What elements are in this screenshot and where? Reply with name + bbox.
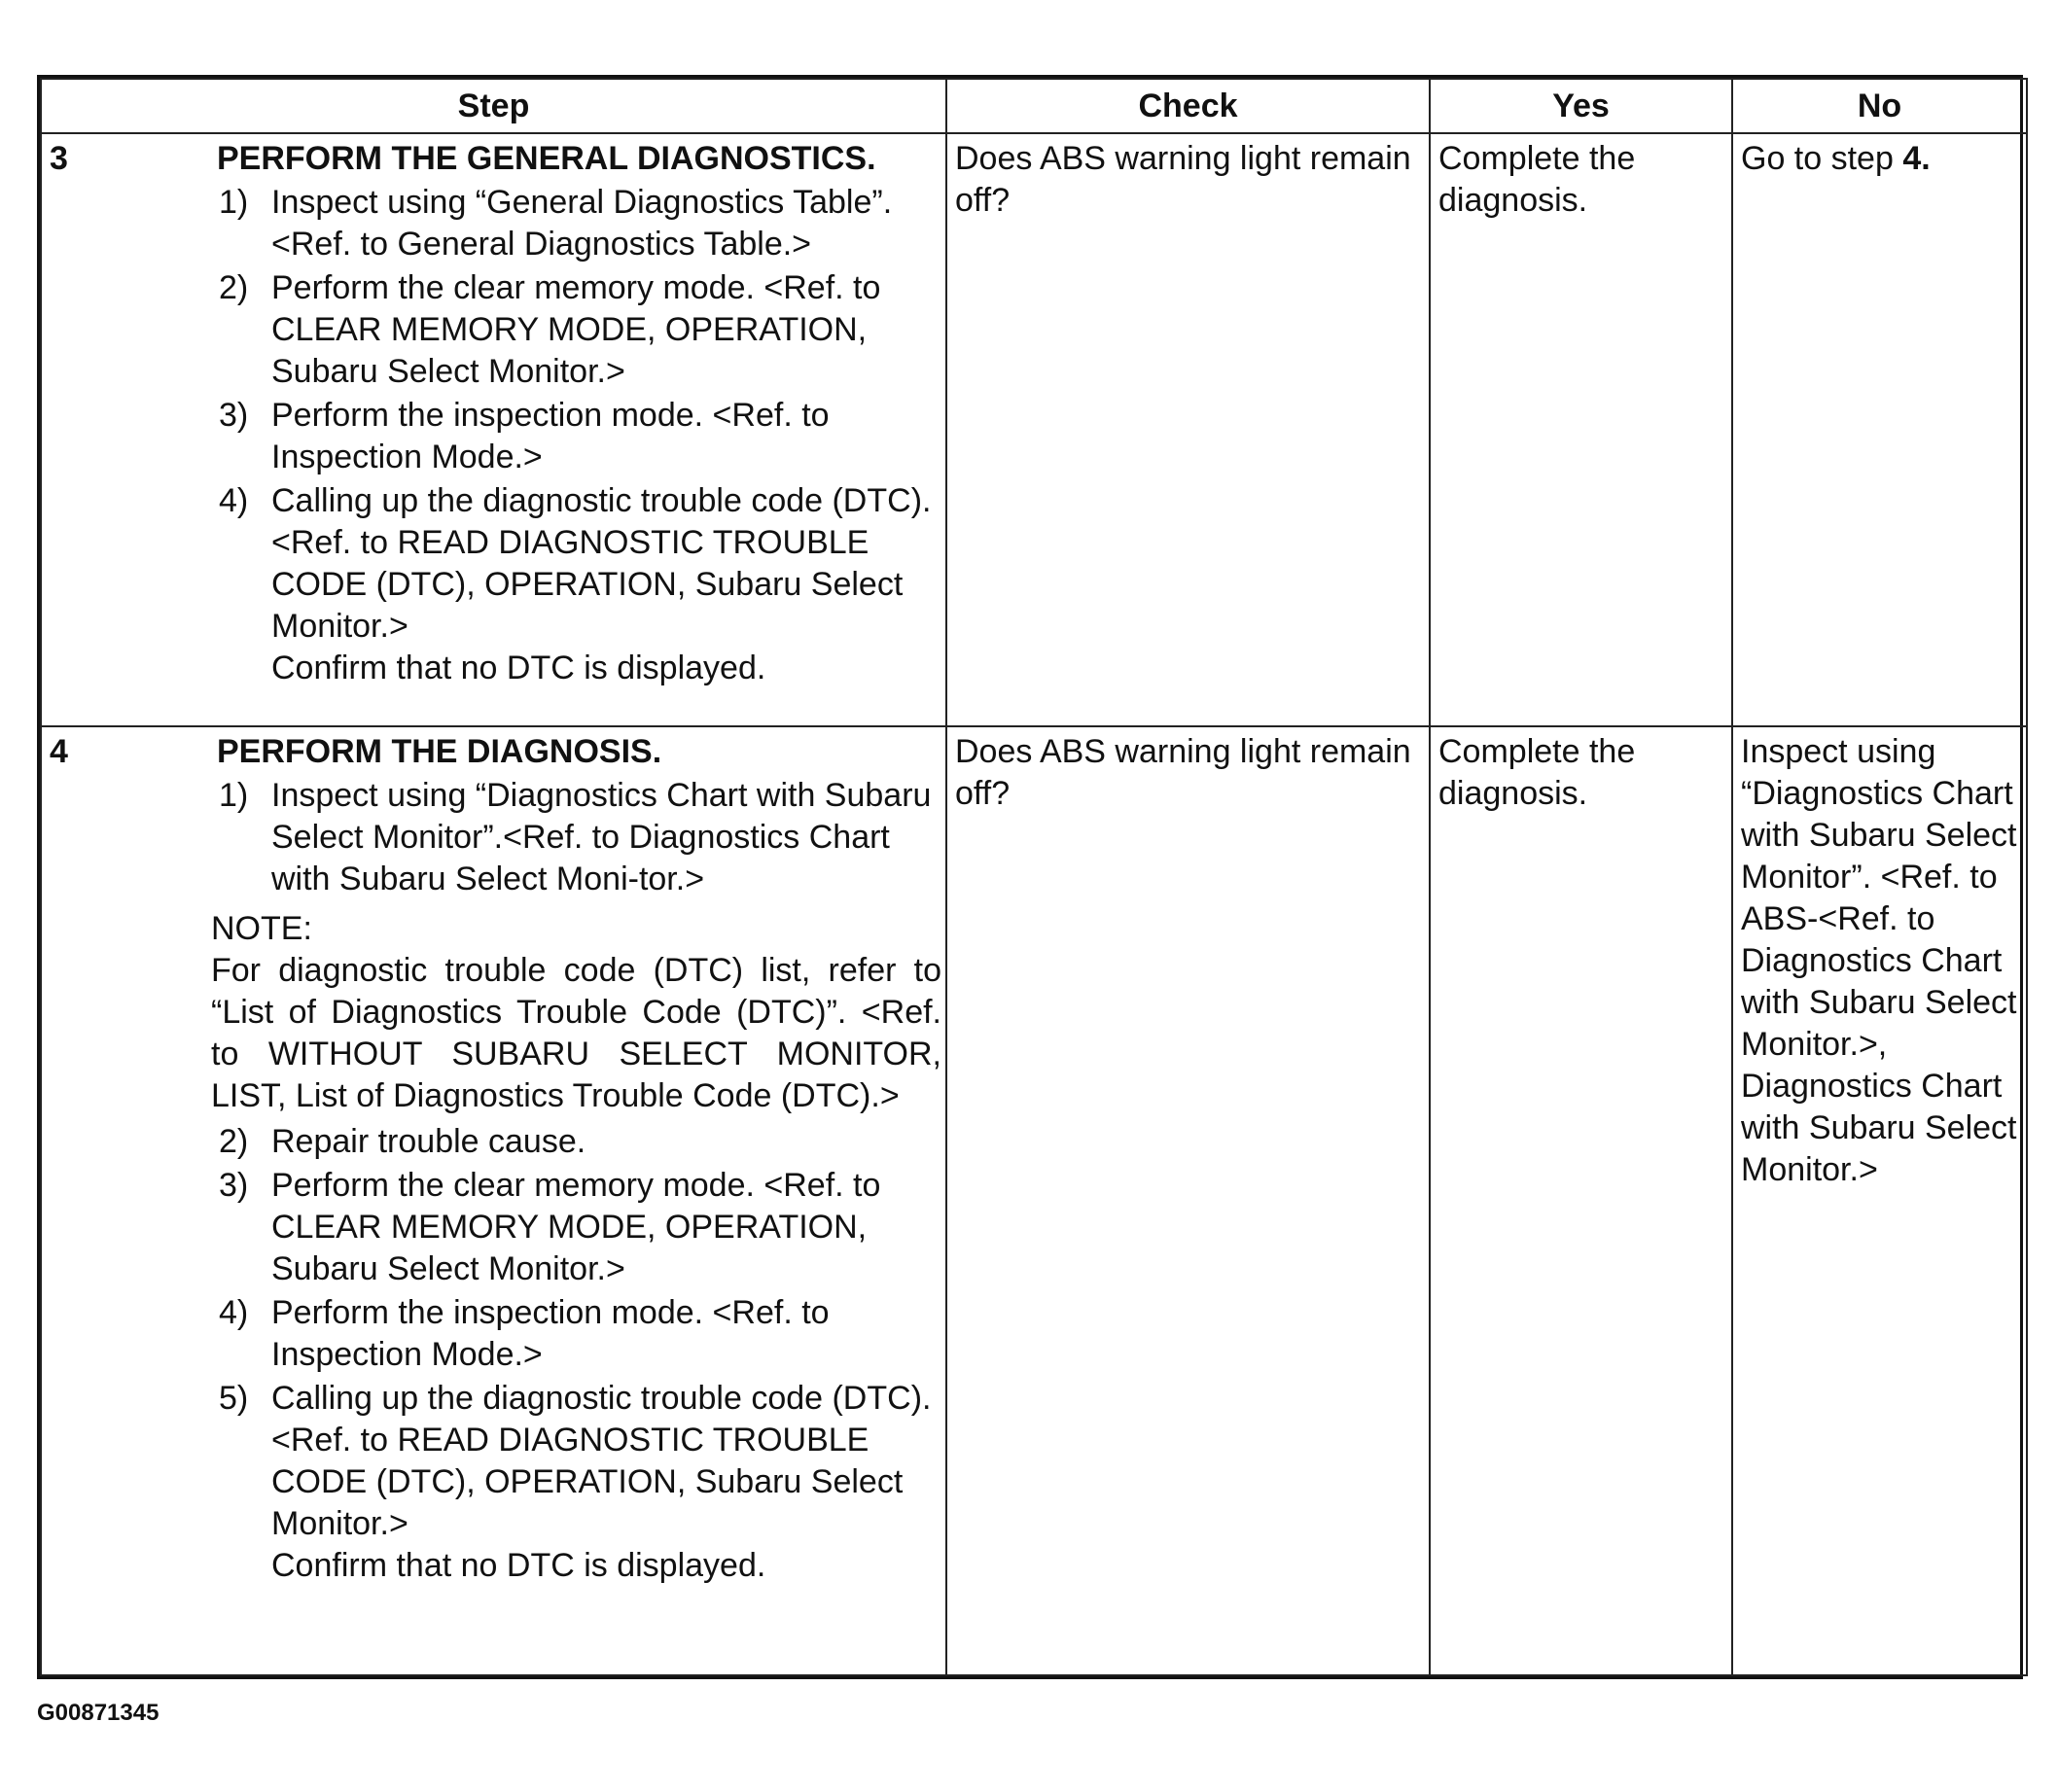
table-row-step-3 [41, 133, 2027, 726]
step-title: PERFORM THE GENERAL DIAGNOSTICS. [217, 140, 876, 177]
list-item [217, 182, 941, 265]
header-no: No [1732, 79, 2027, 133]
step-items [217, 182, 941, 689]
no-text-prefix: Go to step [1741, 140, 1903, 177]
list-item [217, 1165, 941, 1290]
diagnostic-table [40, 78, 2028, 1676]
no-cell: Inspect using “Diagnostics Chart with Subaru Select Monitor”. <Ref. to ABS-<Ref. to Diagnostics Chart with Subaru Select Monitor.>, Diagnostics Chart with Subaru Select Monitor.> [1732, 726, 2027, 1675]
step-title: PERFORM THE DIAGNOSIS. [217, 733, 662, 770]
check-cell: Does ABS warning light remain off? [946, 726, 1430, 1675]
item-number: 4) [219, 482, 249, 519]
item-text: Calling up the diagnostic trouble code (DTC). <Ref. to READ DIAGNOSTIC TROUBLE CODE (DTC), OPERATION, Subaru Select Monitor.> [271, 1380, 932, 1542]
step-body [211, 727, 945, 1591]
list-item [217, 1292, 941, 1376]
no-step-number: 4 [1902, 140, 1922, 177]
item-text: Perform the clear memory mode. <Ref. to CLEAR MEMORY MODE, OPERATION, Subaru Select Monitor.> [271, 269, 881, 390]
item-text: Perform the clear memory mode. <Ref. to CLEAR MEMORY MODE, OPERATION, Subaru Select Monitor.> [271, 1167, 881, 1287]
item-number: 1) [219, 184, 249, 221]
step-cell [41, 133, 946, 726]
list-item [217, 1378, 941, 1587]
item-text: Calling up the diagnostic trouble code (DTC). <Ref. to READ DIAGNOSTIC TROUBLE CODE (DTC), OPERATION, Subaru Select Monitor.> [271, 482, 932, 645]
item-text-block [271, 1378, 941, 1587]
list-item [217, 775, 941, 900]
note-block [211, 908, 941, 1117]
list-item [217, 395, 941, 478]
no-cell [1732, 133, 2027, 726]
yes-cell: Complete the diagnosis. [1430, 133, 1732, 726]
step-number: 3 [50, 140, 68, 177]
note-text: For diagnostic trouble code (DTC) list, refer to “List of Diagnostics Trouble Code (DTC)”. <Ref. to WITHOUT SUBARU SELECT MONITOR, LIST, List of Diagnostics Trouble Code (DTC).> [211, 952, 941, 1114]
step-items [217, 775, 941, 900]
figure-id: G00871345 [37, 1700, 160, 1726]
item-number: 3) [219, 397, 249, 434]
item-text: Perform the inspection mode. <Ref. to Inspection Mode.> [271, 397, 830, 475]
step-cell [41, 726, 946, 1675]
no-text-suffix: . [1921, 140, 1931, 177]
header-yes: Yes [1430, 79, 1732, 133]
item-number: 3) [219, 1167, 249, 1204]
table-row-step-4 [41, 726, 2027, 1675]
list-item [217, 480, 941, 689]
list-item [217, 1121, 941, 1163]
header-step: Step [41, 79, 946, 133]
list-item [217, 267, 941, 393]
note-label: NOTE: [211, 910, 312, 947]
item-number: 5) [219, 1380, 249, 1417]
item-text: Inspect using “Diagnostics Chart with Subaru Select Monitor”.<Ref. to Diagnostics Chart with Subaru Select Moni-tor.> [271, 777, 932, 897]
item-text: Repair trouble cause. [271, 1123, 586, 1160]
diagnostic-table-frame [37, 75, 2023, 1679]
item-number: 4) [219, 1294, 249, 1331]
step-number: 4 [50, 733, 68, 770]
item-text: Inspect using “General Diagnostics Table”. <Ref. to General Diagnostics Table.> [271, 184, 893, 263]
check-cell: Does ABS warning light remain off? [946, 133, 1430, 726]
table-header-row [41, 79, 2027, 133]
item-text: Perform the inspection mode. <Ref. to Inspection Mode.> [271, 1294, 830, 1373]
step-body [217, 134, 945, 693]
item-number: 2) [219, 1123, 249, 1160]
item-number: 1) [219, 777, 249, 814]
item-number: 2) [219, 269, 249, 306]
item-text-block [271, 480, 941, 689]
item-extra-text: Confirm that no DTC is displayed. [271, 1547, 766, 1584]
step-items [217, 1121, 941, 1587]
item-extra-text: Confirm that no DTC is displayed. [271, 650, 766, 686]
header-check: Check [946, 79, 1430, 133]
yes-cell: Complete the diagnosis. [1430, 726, 1732, 1675]
